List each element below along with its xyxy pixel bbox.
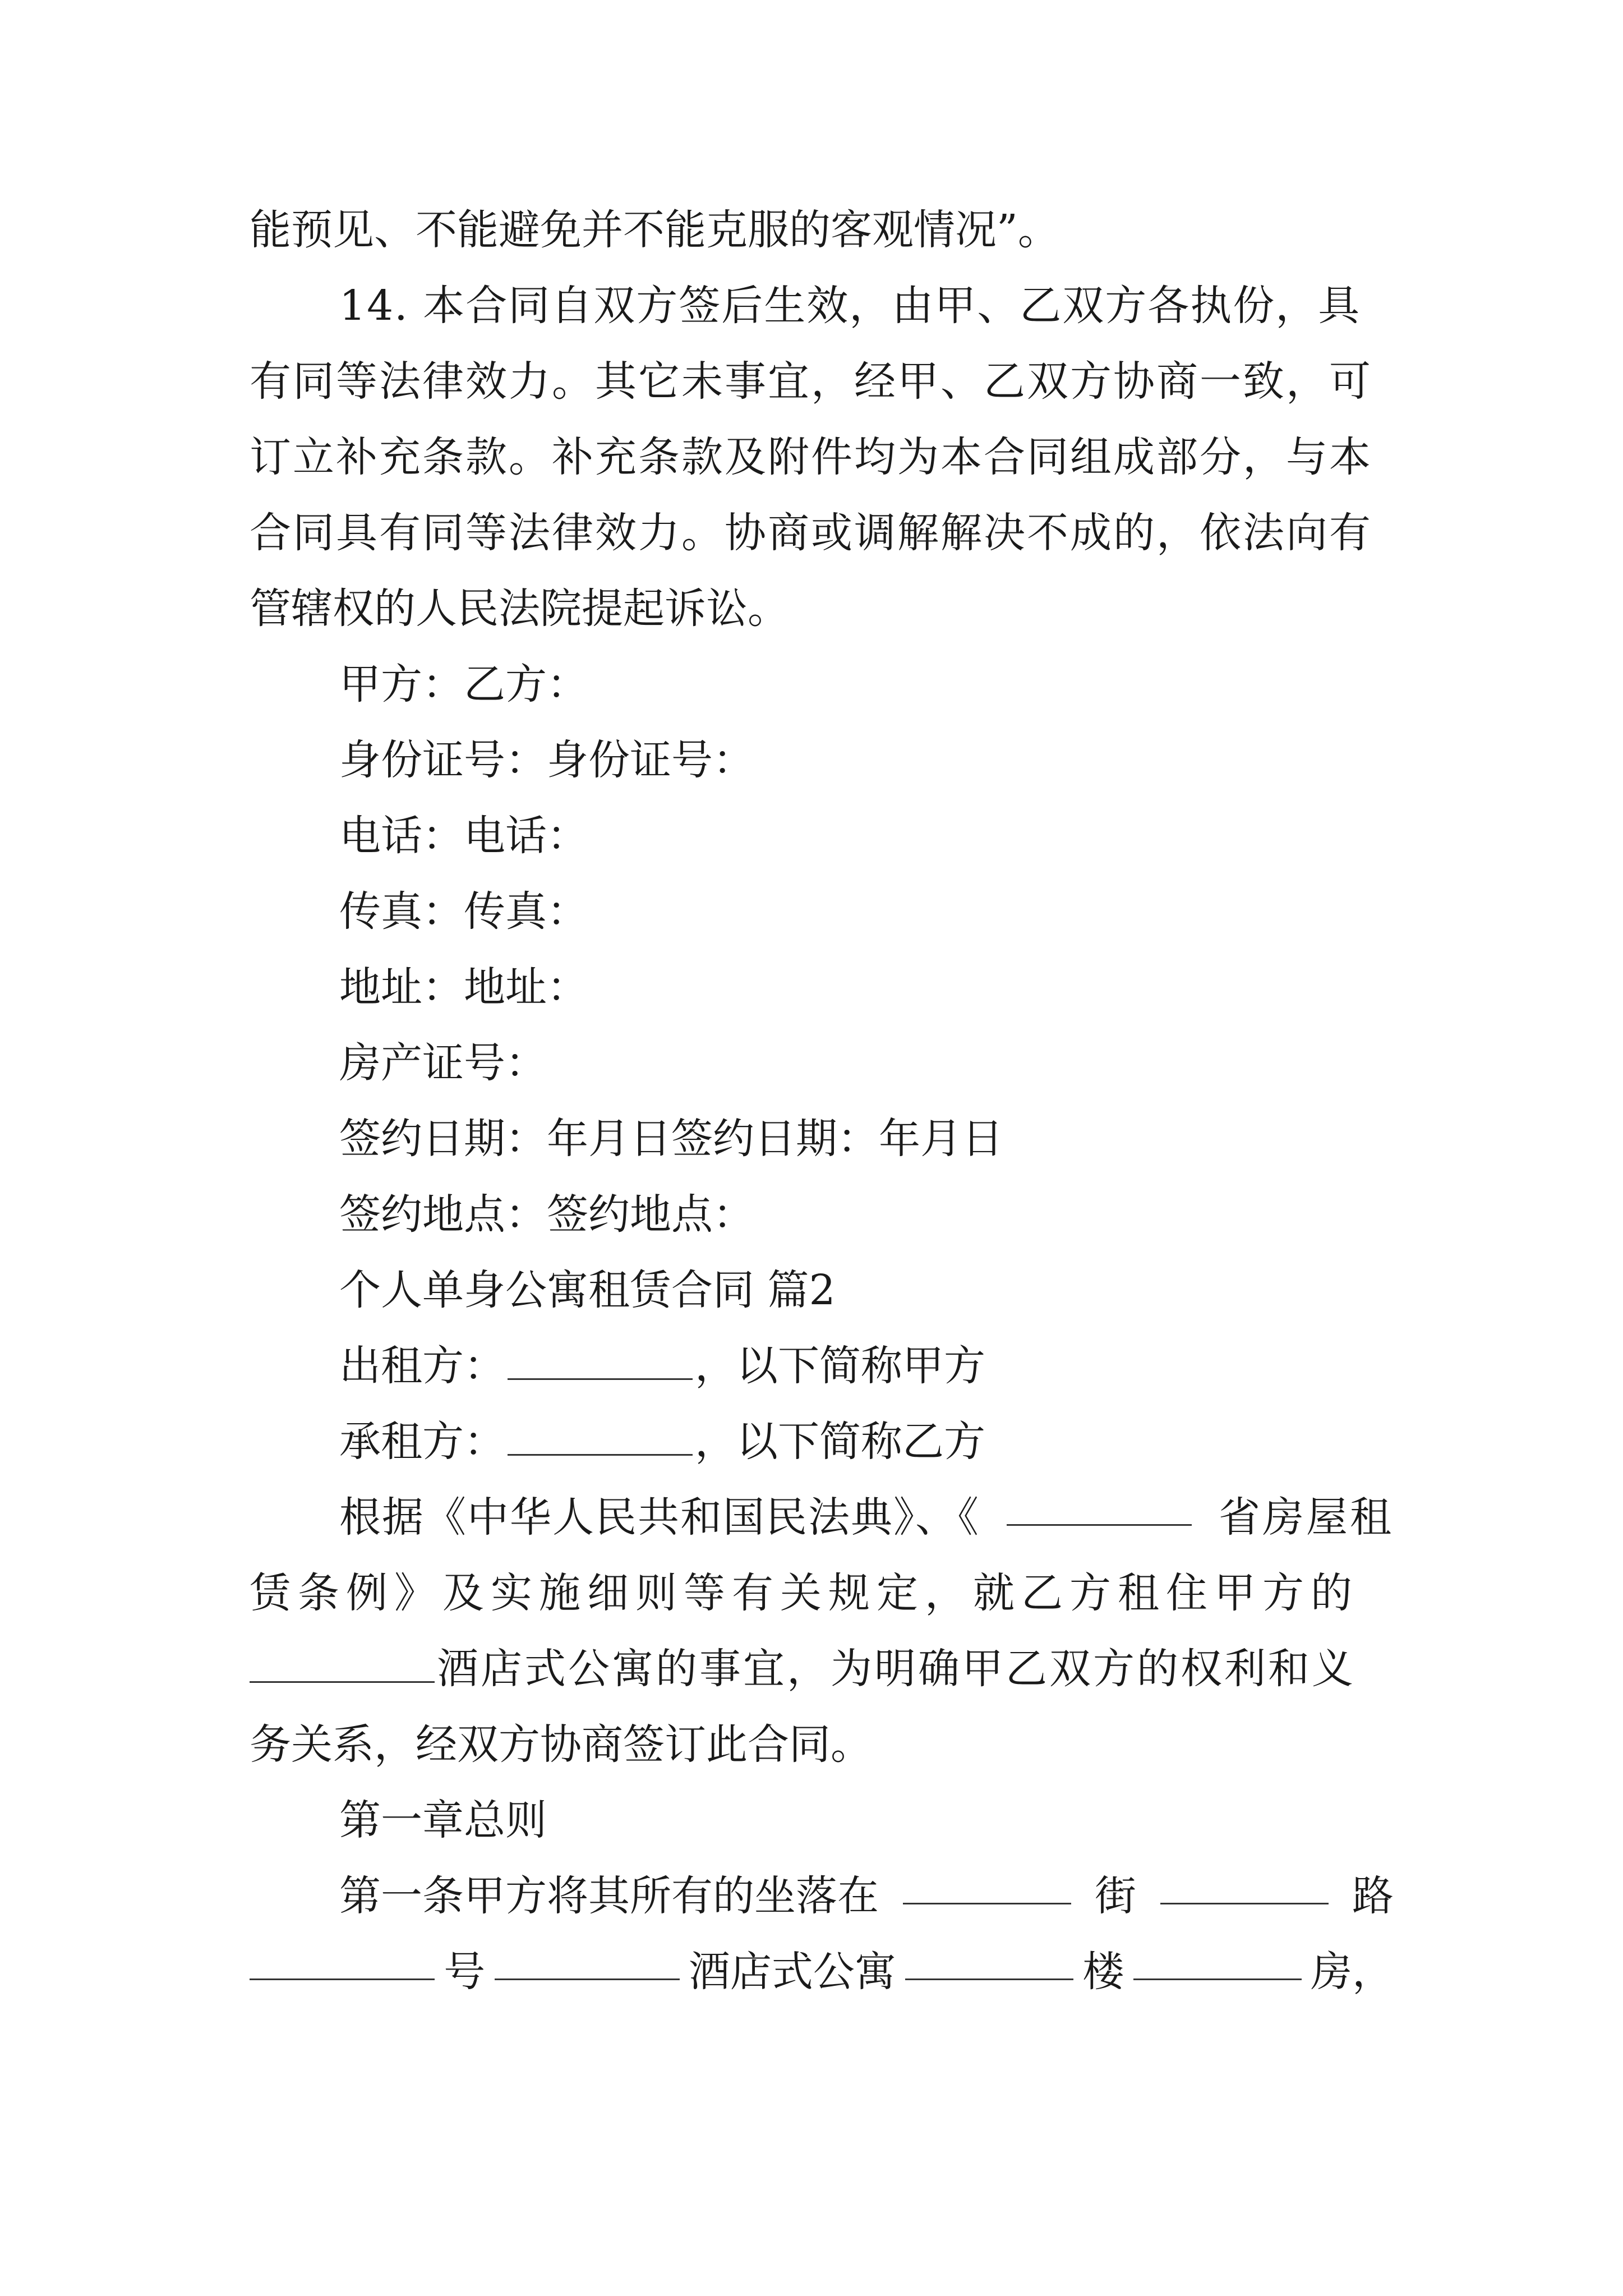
street-blank-1 — [903, 1868, 1071, 1904]
lessor-line — [339, 1338, 985, 1394]
clause-14-line-5 — [250, 581, 789, 637]
lessee-blank — [508, 1419, 693, 1456]
section-2-title — [339, 1262, 836, 1318]
basis-line-2 — [250, 1565, 1359, 1621]
basis-line-4 — [250, 1717, 872, 1773]
apartment-name-blank — [250, 1646, 435, 1683]
lessee-suffix: ，以下简称乙方 — [695, 1418, 985, 1466]
building-blank — [905, 1944, 1073, 1980]
text: 房， — [1310, 1948, 1394, 1996]
number-blank — [250, 1944, 435, 1980]
text: 合同具有同等法律效力。协商或调解解决不成的，依法向有 — [250, 509, 1372, 557]
basis-line-1 — [339, 1489, 1394, 1545]
clause-14-line-2 — [250, 353, 1372, 409]
clause-14-line-4 — [250, 505, 1372, 561]
lessor-blank — [508, 1343, 693, 1380]
room-blank — [1133, 1944, 1302, 1980]
lessee-line — [339, 1414, 985, 1470]
text: 第一条甲方将其所有的坐落在 — [339, 1872, 879, 1920]
province-blank — [1007, 1489, 1192, 1526]
signature-property-cert — [339, 1035, 547, 1091]
text: 酒店式公寓的事宜，为明确甲乙双方的权利和义 — [437, 1645, 1355, 1693]
signature-date — [339, 1111, 1003, 1167]
text: 传真：传真： — [339, 887, 588, 936]
text: 根据《中华人民共和国民法典》、《 — [339, 1493, 980, 1542]
clause-14-line-1 — [339, 278, 1394, 334]
basis-line-3 — [250, 1641, 1355, 1697]
article-1-line-1 — [339, 1868, 1394, 1924]
apartment-blank — [495, 1944, 680, 1980]
text: 签约日期：年月日签约日期：年月日 — [339, 1115, 1003, 1163]
text: 有同等法律效力。其它未事宜，经甲、乙双方协商一致，可 — [250, 357, 1372, 406]
clause-14-line-3 — [250, 429, 1372, 485]
text: 14. 本合同自双方签后生效，由甲、乙双方各执份，具 — [339, 282, 1361, 330]
text: 签约地点：签约地点： — [339, 1190, 754, 1239]
text: 第一章总则 — [339, 1796, 547, 1844]
text: 酒店式公寓 — [688, 1948, 896, 1996]
signature-phone — [339, 808, 588, 864]
chapter-1-heading — [339, 1792, 547, 1848]
paragraph-force-majeure-end — [250, 202, 1059, 258]
signature-parties — [339, 656, 588, 712]
text: 赁条例》及实施细则等有关规定，就乙方租住甲方的 — [250, 1569, 1359, 1617]
signature-fax — [339, 884, 588, 940]
text: 能预见、不能避免并不能克服的客观情况”。 — [250, 206, 1059, 254]
text: 电话：电话： — [339, 812, 588, 860]
text: 街 — [1095, 1872, 1136, 1920]
text: 管辖权的人民法院提起诉讼。 — [250, 585, 789, 633]
text: 身份证号：身份证号： — [339, 736, 754, 784]
text: 路 — [1352, 1872, 1394, 1920]
signature-address — [339, 959, 588, 1015]
lessor-suffix: ，以下简称甲方 — [695, 1342, 985, 1390]
text: 务关系，经双方协商签订此合同。 — [250, 1720, 872, 1769]
text: 地址：地址： — [339, 963, 588, 1011]
text: 楼 — [1082, 1948, 1124, 1996]
text: 号 — [444, 1948, 486, 1996]
text: 订立补充条款。补充条款及附件均为本合同组成部分，与本 — [250, 433, 1372, 481]
text: 个人单身公寓租赁合同 篇2 — [339, 1266, 836, 1314]
article-1-line-2 — [250, 1944, 1394, 2000]
text: 甲方：乙方： — [339, 660, 588, 708]
text: 省房屋租 — [1219, 1493, 1394, 1542]
signature-id-number — [339, 732, 754, 788]
signature-place — [339, 1186, 754, 1243]
street-blank-2 — [1160, 1868, 1329, 1904]
text: 房产证号： — [339, 1039, 547, 1087]
lessor-label: 出租方： — [339, 1342, 505, 1390]
lessee-label: 承租方： — [339, 1418, 505, 1466]
